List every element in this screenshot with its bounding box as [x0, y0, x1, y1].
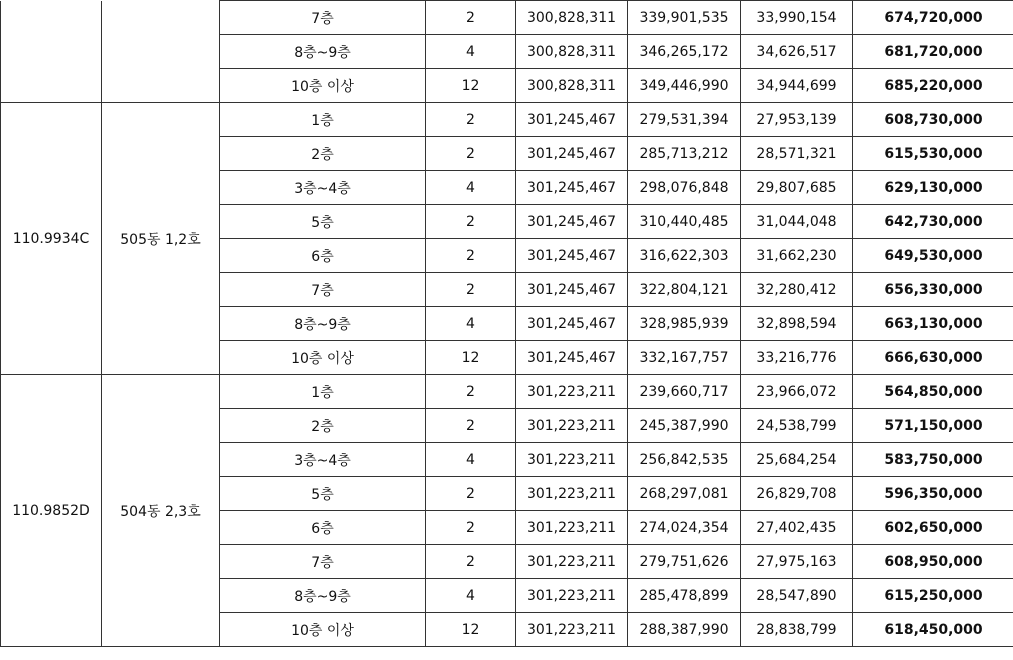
count-cell: 2 [426, 103, 516, 137]
floor-cell: 8층~9층 [220, 35, 426, 69]
vat-cell: 24,538,799 [741, 409, 853, 443]
count-cell: 2 [426, 477, 516, 511]
building-price-cell: 285,478,899 [628, 579, 741, 613]
floor-cell: 2층 [220, 137, 426, 171]
floor-cell: 2층 [220, 409, 426, 443]
building-price-cell: 279,751,626 [628, 545, 741, 579]
table-row [1, 375, 1013, 409]
land-price-cell: 300,828,311 [516, 69, 628, 103]
vat-cell: 28,571,321 [741, 137, 853, 171]
total-price-cell: 649,530,000 [853, 239, 1013, 273]
unit-cell: 505동 1,2호 [102, 103, 220, 375]
count-cell: 4 [426, 443, 516, 477]
floor-cell: 3층~4층 [220, 171, 426, 205]
building-price-cell: 322,804,121 [628, 273, 741, 307]
floor-cell: 5층 [220, 205, 426, 239]
building-price-cell: 245,387,990 [628, 409, 741, 443]
vat-cell: 31,662,230 [741, 239, 853, 273]
land-price-cell: 301,245,467 [516, 307, 628, 341]
total-price-cell: 615,530,000 [853, 137, 1013, 171]
building-price-cell: 316,622,303 [628, 239, 741, 273]
land-price-cell: 301,223,211 [516, 511, 628, 545]
count-cell: 2 [426, 239, 516, 273]
land-price-cell: 300,828,311 [516, 35, 628, 69]
total-price-cell: 663,130,000 [853, 307, 1013, 341]
building-price-cell: 279,531,394 [628, 103, 741, 137]
land-price-cell: 301,223,211 [516, 477, 628, 511]
price-table-body [1, 1, 1013, 647]
land-price-cell: 301,223,211 [516, 409, 628, 443]
building-price-cell: 239,660,717 [628, 375, 741, 409]
land-price-cell: 301,245,467 [516, 341, 628, 375]
unit-cell [102, 1, 220, 103]
total-price-cell: 571,150,000 [853, 409, 1013, 443]
vat-cell: 27,402,435 [741, 511, 853, 545]
total-price-cell: 656,330,000 [853, 273, 1013, 307]
table-row [1, 1, 1013, 35]
unit-cell: 504동 2,3호 [102, 375, 220, 647]
total-price-cell: 608,730,000 [853, 103, 1013, 137]
total-price-cell: 629,130,000 [853, 171, 1013, 205]
vat-cell: 28,547,890 [741, 579, 853, 613]
vat-cell: 27,975,163 [741, 545, 853, 579]
building-price-cell: 310,440,485 [628, 205, 741, 239]
building-price-cell: 328,985,939 [628, 307, 741, 341]
floor-cell: 10층 이상 [220, 341, 426, 375]
count-cell: 4 [426, 307, 516, 341]
vat-cell: 27,953,139 [741, 103, 853, 137]
count-cell: 12 [426, 341, 516, 375]
total-price-cell: 615,250,000 [853, 579, 1013, 613]
vat-cell: 32,898,594 [741, 307, 853, 341]
vat-cell: 23,966,072 [741, 375, 853, 409]
floor-cell: 6층 [220, 239, 426, 273]
building-price-cell: 349,446,990 [628, 69, 741, 103]
land-price-cell: 301,245,467 [516, 273, 628, 307]
land-price-cell: 301,245,467 [516, 137, 628, 171]
land-price-cell: 301,223,211 [516, 579, 628, 613]
count-cell: 2 [426, 1, 516, 35]
building-price-cell: 346,265,172 [628, 35, 741, 69]
floor-cell: 6층 [220, 511, 426, 545]
floor-cell: 10층 이상 [220, 613, 426, 647]
floor-cell: 3층~4층 [220, 443, 426, 477]
total-price-cell: 642,730,000 [853, 205, 1013, 239]
total-price-cell: 608,950,000 [853, 545, 1013, 579]
housing-type-cell: 110.9934C [1, 103, 102, 375]
land-price-cell: 301,223,211 [516, 613, 628, 647]
vat-cell: 33,216,776 [741, 341, 853, 375]
floor-cell: 8층~9층 [220, 579, 426, 613]
land-price-cell: 301,245,467 [516, 205, 628, 239]
floor-cell: 1층 [220, 103, 426, 137]
total-price-cell: 596,350,000 [853, 477, 1013, 511]
count-cell: 4 [426, 35, 516, 69]
building-price-cell: 268,297,081 [628, 477, 741, 511]
floor-cell: 8층~9층 [220, 307, 426, 341]
floor-cell: 7층 [220, 545, 426, 579]
floor-cell: 7층 [220, 273, 426, 307]
vat-cell: 34,944,699 [741, 69, 853, 103]
count-cell: 2 [426, 511, 516, 545]
land-price-cell: 301,245,467 [516, 239, 628, 273]
housing-type-cell [1, 1, 102, 103]
count-cell: 12 [426, 613, 516, 647]
total-price-cell: 666,630,000 [853, 341, 1013, 375]
land-price-cell: 301,245,467 [516, 171, 628, 205]
vat-cell: 32,280,412 [741, 273, 853, 307]
total-price-cell: 564,850,000 [853, 375, 1013, 409]
count-cell: 4 [426, 579, 516, 613]
total-price-cell: 674,720,000 [853, 1, 1013, 35]
total-price-cell: 681,720,000 [853, 35, 1013, 69]
building-price-cell: 274,024,354 [628, 511, 741, 545]
vat-cell: 31,044,048 [741, 205, 853, 239]
count-cell: 2 [426, 137, 516, 171]
land-price-cell: 300,828,311 [516, 1, 628, 35]
vat-cell: 26,829,708 [741, 477, 853, 511]
floor-cell: 1층 [220, 375, 426, 409]
total-price-cell: 583,750,000 [853, 443, 1013, 477]
count-cell: 2 [426, 205, 516, 239]
total-price-cell: 685,220,000 [853, 69, 1013, 103]
count-cell: 12 [426, 69, 516, 103]
land-price-cell: 301,223,211 [516, 375, 628, 409]
count-cell: 2 [426, 273, 516, 307]
building-price-cell: 288,387,990 [628, 613, 741, 647]
vat-cell: 29,807,685 [741, 171, 853, 205]
housing-type-cell: 110.9852D [1, 375, 102, 647]
building-price-cell: 285,713,212 [628, 137, 741, 171]
total-price-cell: 618,450,000 [853, 613, 1013, 647]
floor-cell: 10층 이상 [220, 69, 426, 103]
building-price-cell: 256,842,535 [628, 443, 741, 477]
building-price-cell: 332,167,757 [628, 341, 741, 375]
vat-cell: 34,626,517 [741, 35, 853, 69]
count-cell: 2 [426, 409, 516, 443]
count-cell: 2 [426, 545, 516, 579]
land-price-cell: 301,245,467 [516, 103, 628, 137]
floor-cell: 5층 [220, 477, 426, 511]
count-cell: 2 [426, 375, 516, 409]
vat-cell: 25,684,254 [741, 443, 853, 477]
floor-cell: 7층 [220, 1, 426, 35]
vat-cell: 28,838,799 [741, 613, 853, 647]
vat-cell: 33,990,154 [741, 1, 853, 35]
building-price-cell: 298,076,848 [628, 171, 741, 205]
count-cell: 4 [426, 171, 516, 205]
table-row [1, 103, 1013, 137]
land-price-cell: 301,223,211 [516, 545, 628, 579]
land-price-cell: 301,223,211 [516, 443, 628, 477]
building-price-cell: 339,901,535 [628, 1, 741, 35]
total-price-cell: 602,650,000 [853, 511, 1013, 545]
